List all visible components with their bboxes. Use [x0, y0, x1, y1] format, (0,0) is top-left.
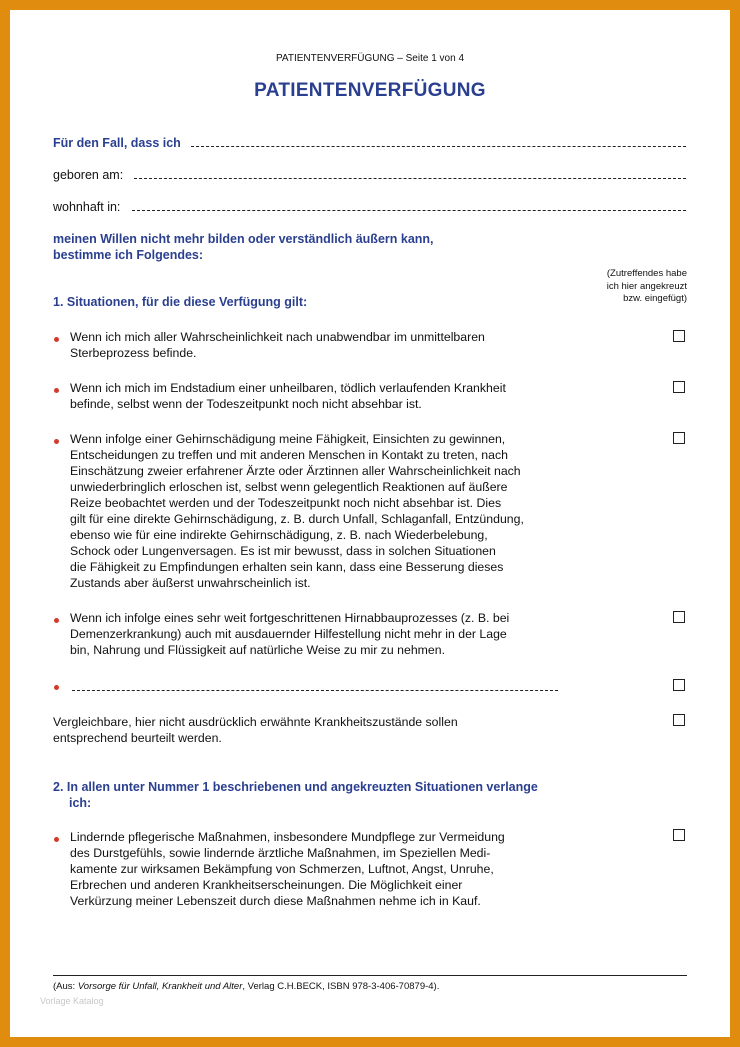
bullet-icon [54, 685, 59, 690]
bullet-icon [54, 337, 59, 342]
text-line: Vergleichbare, hier nicht ausdrücklich erwähnte Krankheitszustände sollen [53, 715, 458, 729]
intro-line-2: bestimme ich Folgendes: [53, 248, 204, 262]
birthdate-field-line[interactable] [134, 178, 686, 179]
footer-divider [53, 975, 687, 976]
text-line: Entscheidungen zu treffen und mit anderen Menschen in Kontakt zu treten, nach [70, 448, 508, 462]
measure-item-1 [70, 829, 505, 909]
field-label-geboren: geboren am: [53, 168, 124, 182]
checkbox-note-line: ich hier angekreuzt [606, 280, 687, 292]
checkbox-note-line: bzw. eingefügt) [623, 293, 687, 304]
field-label-wohnhaft: wohnhaft in: [53, 200, 121, 214]
situation-item-1 [70, 329, 485, 361]
text-line: Lindernde pflegerische Maßnahmen, insbesondere Mundpflege zur Vermeidung [70, 830, 505, 844]
address-field-line[interactable] [132, 210, 686, 211]
text-line: kamente zur wirksamen Bekämpfung von Schmerzen, Luftnot, Angst, Unruhe, [70, 862, 494, 876]
section2-heading-line2: ich: [69, 796, 92, 810]
document-title: PATIENTENVERFÜGUNG [254, 80, 486, 101]
text-line: Demenzerkrankung) auch mit ausdauernder Hilfestellung nicht mehr in der Lage [70, 627, 507, 641]
text-line: die Fähigkeit zu Empfindungen erhalten sein kann, dass eine Besserung dieses [70, 560, 504, 574]
checkbox-situation-3[interactable] [673, 432, 685, 444]
text-line: Wenn ich mich im Endstadium einer unheilbaren, tödlich verlaufenden Krankheit [70, 381, 506, 395]
text-line: unwiederbringlich erloschen ist, selbst wenn gelegentlich Reaktionen auf äußere [70, 480, 508, 494]
section1-heading: 1. Situationen, für die diese Verfügung gilt: [53, 295, 308, 309]
bullet-icon [54, 618, 59, 623]
text-line: entsprechend beurteilt werden. [53, 731, 222, 745]
checkbox-measure-1[interactable] [673, 829, 685, 841]
text-line: Schock oder Lungenversagen. Es ist mir bewusst, dass in solchen Situationen [70, 544, 496, 558]
text-line: Einschätzung zweier erfahrener Ärzte oder Ärztinnen aller Wahrscheinlichkeit nach [70, 464, 521, 478]
situation-item-2 [70, 380, 506, 412]
watermark: Vorlage Katalog [40, 996, 104, 1006]
intro-line-1: meinen Willen nicht mehr bilden oder verständlich äußern kann, [53, 232, 434, 246]
citation-prefix: (Aus: [53, 981, 78, 992]
checkbox-note [547, 268, 687, 306]
text-line: Wenn ich mich aller Wahrscheinlichkeit nach unabwendbar im unmittelbaren [70, 330, 485, 344]
situation-item-4 [70, 610, 509, 658]
text-line: des Durstgefühls, sowie lindernde ärztliche Maßnahmen, im Speziellen Medi- [70, 846, 491, 860]
text-line: befinde, selbst wenn der Todeszeitpunkt noch nicht absehbar ist. [70, 397, 422, 411]
text-line: Verkürzung meiner Lebenszeit durch diese Maßnahmen nehme ich in Kauf. [70, 894, 481, 908]
page-header: PATIENTENVERFÜGUNG – Seite 1 von 4 [275, 53, 465, 64]
text-line: ebenso wie für eine indirekte Gehirnschädigung, z. B. nach Wiederbelebung, [70, 528, 488, 542]
citation-book-title: Vorsorge für Unfall, Krankheit und Alter [77, 981, 243, 992]
bullet-icon [54, 388, 59, 393]
document-page [10, 10, 730, 1037]
text-line: Zustands aber äußerst unwahrscheinlich ist. [70, 576, 311, 590]
text-line: Sterbeprozess befinde. [70, 346, 197, 360]
text-line: gilt für eine direkte Gehirnschädigung, z. B. durch Unfall, Schlaganfall, Entzündung, [70, 512, 524, 526]
checkbox-custom-situation[interactable] [673, 679, 685, 691]
text-line: Wenn ich infolge eines sehr weit fortgeschrittenen Hirnabbauprozesses (z. B. bei [70, 611, 510, 625]
checkbox-situation-1[interactable] [673, 330, 685, 342]
bullet-icon [54, 837, 59, 842]
text-line: bin, Nahrung und Flüssigkeit auf natürliche Weise zu mir zu nehmen. [70, 643, 446, 657]
source-citation [53, 981, 439, 992]
checkbox-comparable[interactable] [673, 714, 685, 726]
comparable-conditions-text [53, 714, 458, 746]
custom-situation-line[interactable] [72, 690, 558, 691]
citation-suffix: , Verlag C.H.BECK, ISBN 978-3-406-70879-4). [242, 981, 440, 992]
situation-item-3 [70, 431, 524, 591]
bullet-icon [54, 439, 59, 444]
checkbox-situation-2[interactable] [673, 381, 685, 393]
field-label-fall: Für den Fall, dass ich [53, 136, 181, 150]
checkbox-note-line: (Zutreffendes habe [606, 268, 687, 279]
text-line: Wenn infolge einer Gehirnschädigung meine Fähigkeit, Einsichten zu gewinnen, [70, 432, 506, 446]
section2-heading-line1: 2. In allen unter Nummer 1 beschriebenen und angekreuzten Situationen verlange [53, 780, 538, 794]
text-line: Reize beobachtet werden und der Todeszeitpunkt noch nicht absehbar ist. Dies [70, 496, 502, 510]
text-line: Erbrechen und anderen Krankheitserscheinungen. Die Möglichkeit einer [70, 878, 463, 892]
name-field-line[interactable] [191, 146, 686, 147]
checkbox-situation-4[interactable] [673, 611, 685, 623]
